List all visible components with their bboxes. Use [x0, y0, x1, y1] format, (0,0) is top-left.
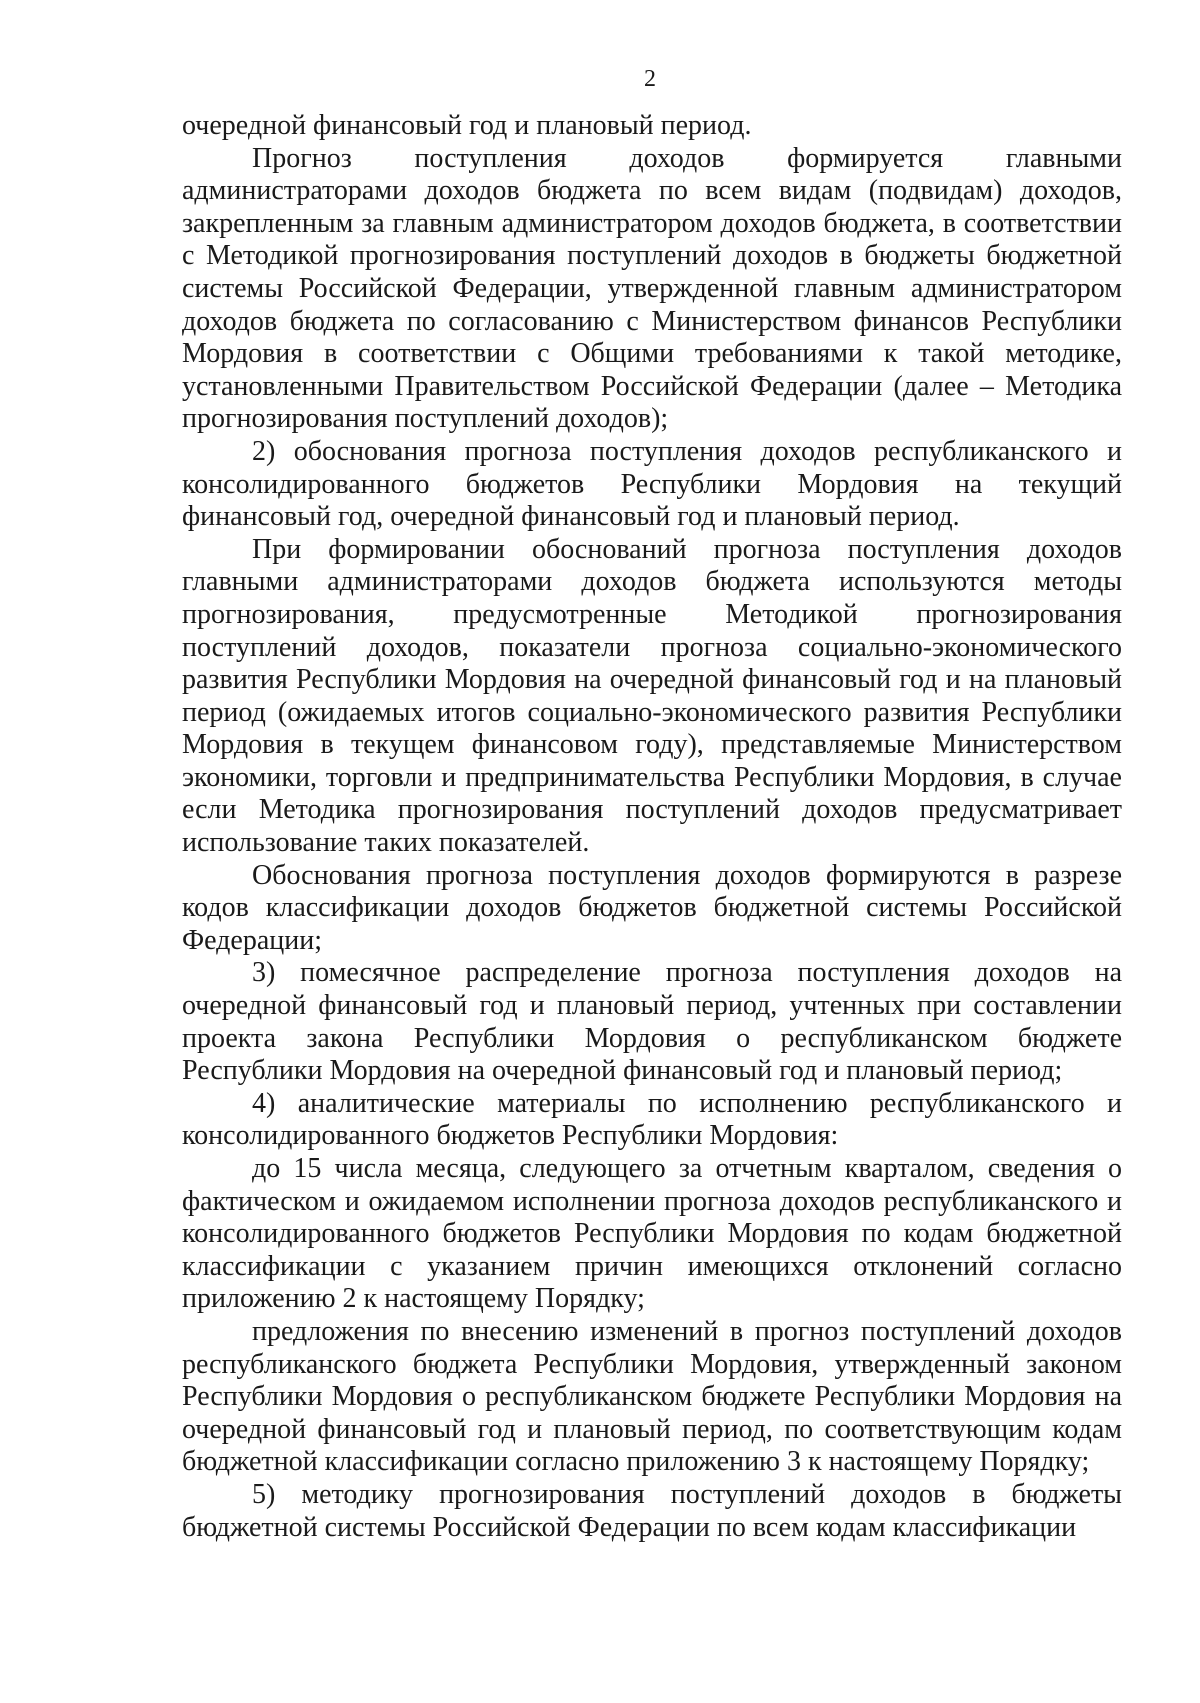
paragraph-change-proposals: предложения по внесению изменений в прогноз поступлений доходов республиканского бюджета Республики Мордовия, утвержденный законом Республики Мордовия о республиканском бюджете Республики Мордовия на очередной финансовый год и плановый период, по соответствующим кодам бюджетной классификации согласно приложению 3 к настоящему Порядку;: [182, 1315, 1122, 1478]
paragraph-continuation: очередной финансовый год и плановый период.: [182, 110, 752, 141]
page-number: 2: [644, 66, 656, 92]
paragraph-forecast-codes: Обоснования прогноза поступления доходов формируются в разрезе кодов классификации доходов бюджетов бюджетной системы Российской Федерации;: [182, 859, 1122, 956]
paragraph-item-2: 2) обоснования прогноза поступления доходов республиканского и консолидированного бюджетов Республики Мордовия на текущий финансовый год, очередной финансовый год и плановый период.: [182, 435, 1122, 533]
paragraph-forecast-formation: Прогноз поступления доходов формируется главными администраторами доходов бюджета по всем видам (подвидам) доходов, закрепленным за главным администратором доходов бюджета, в соответствии с Методикой прогнозирования поступлений доходов в бюджеты бюджетной системы Российской Федерации, утвержденной главным администратором доходов бюджета по согласованию с Министерством финансов Республики Мордовия в соответствии с Общими требованиями к такой методике, установленными Правительством Российской Федерации (далее – Методика прогнозирования поступлений доходов);: [182, 142, 1122, 435]
document-body: [182, 110, 1122, 1544]
paragraph-item-3: 3) помесячное распределение прогноза поступления доходов на очередной финансовый год и плановый период, учтенных при составлении проекта закона Республики Мордовия о республиканском бюджете Республики Мордовия на очередной финансовый год и плановый период;: [182, 957, 1122, 1087]
paragraph-quarterly-report: до 15 числа месяца, следующего за отчетным кварталом, сведения о фактическом и ожидаемом исполнении прогноза доходов республиканского и консолидированного бюджетов Республики Мордовия по кодам бюджетной классификации с указанием причин имеющихся отклонений согласно приложению 2 к настоящему Порядку;: [182, 1153, 1122, 1315]
paragraph-forecast-methods: При формировании обоснований прогноза поступления доходов главными администраторами доходов бюджета используются методы прогнозирования, предусмотренные Методикой прогнозирования поступлений доходов, показатели прогноза социально-экономического развития Республики Мордовия на очередной финансовый год и на плановый период (ожидаемых итогов социально-экономического развития Республики Мордовия в текущем финансовом году), представляемые Министерством экономики, торговли и предпринимательства Республики Мордовия, в случае если Методика прогнозирования поступлений доходов предусматривает использование таких показателей.: [182, 533, 1122, 859]
paragraph-item-4: 4) аналитические материалы по исполнению республиканского и консолидированного бюджетов Республики Мордовия:: [182, 1087, 1122, 1152]
paragraph-item-5: 5) методику прогнозирования поступлений доходов в бюджеты бюджетной системы Российской Федерации по всем кодам классификации: [182, 1478, 1122, 1543]
